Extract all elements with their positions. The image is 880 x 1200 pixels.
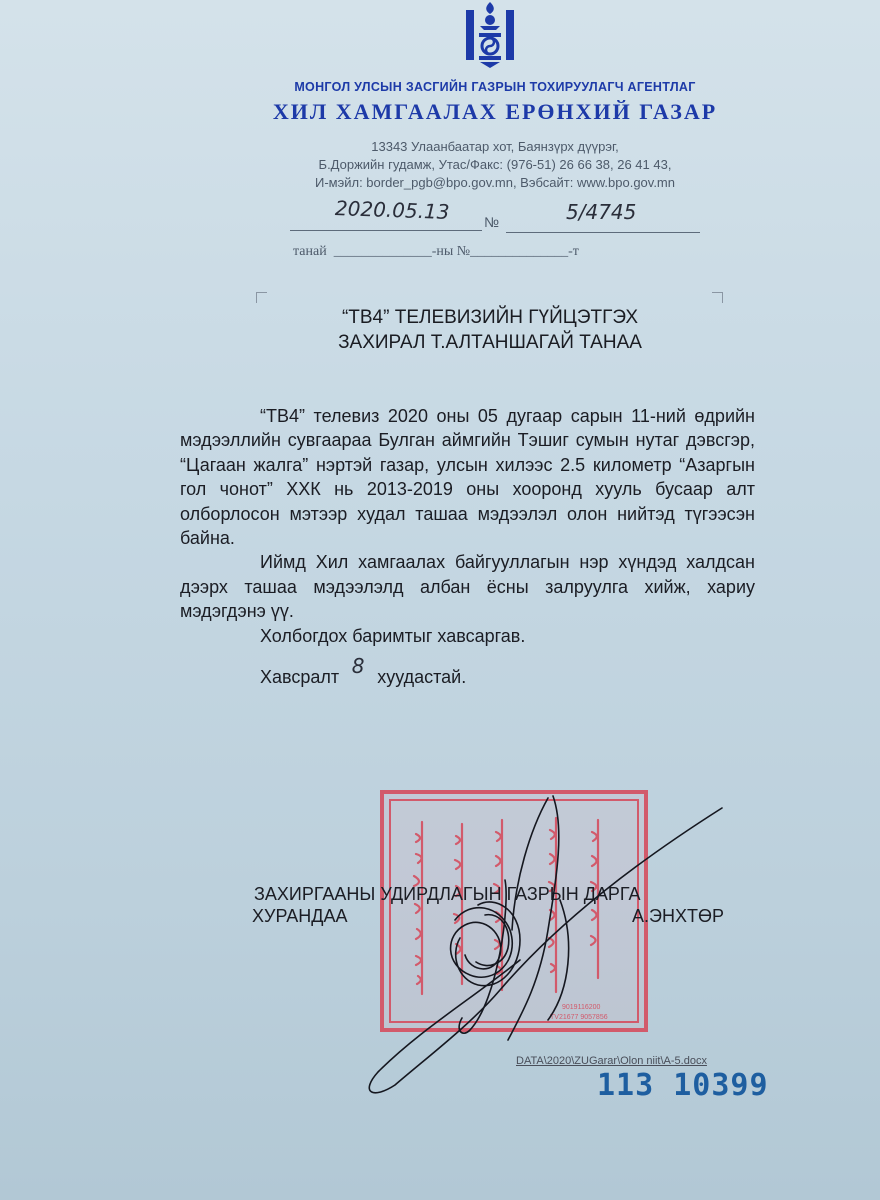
letter-body <box>180 404 755 690</box>
addressee-block <box>0 305 880 355</box>
address-corner-mark <box>256 292 267 303</box>
date-underline <box>290 230 482 231</box>
address-corner-mark <box>712 292 723 303</box>
contact-line: Б.Доржийн гудамж, Утас/Факс: (976-51) 26 66 38, 26 41 43, <box>318 157 672 172</box>
state-emblem-icon <box>466 0 514 70</box>
signatory-name: А.ЭНХТӨР <box>632 906 724 926</box>
mongolian-script-seal-text <box>384 794 644 1028</box>
ny-no-label: -ны № <box>431 244 471 259</box>
addressee-line: ЗАХИРАЛ Т.АЛТАНШАГАЙ ТАНАА <box>338 332 642 353</box>
addressee-line: “ТВ4” ТЕЛЕВИЗИЙН ГҮЙЦЭТГЭХ <box>341 307 639 328</box>
attachment-line <box>180 654 755 690</box>
letterhead-address <box>0 138 880 192</box>
attachment-prefix: Хавсралт <box>260 667 340 688</box>
attachment-suffix: хуудастай. <box>377 667 467 688</box>
department-name: ХИЛ ХАМГААЛАХ ЕРӨНХИЙ ГАЗАР <box>272 99 718 124</box>
body-paragraph: Иймд Хил хамгаалах байгууллагын нэр хүндэд халдсан дээрх ташаа мэдээлэлд албан ёсны залруулга хийж, хариу мэдэгдэнэ үү. <box>180 552 755 622</box>
t-label: -т <box>568 244 579 259</box>
number-label: № <box>484 214 500 230</box>
official-stamp <box>380 790 648 1032</box>
body-paragraph: “ТВ4” телевиз 2020 оны 05 дугаар сарын 11-ний өдрийн мэдээллийн сувгаараа Булган аймгийн Тэшиг сумын нутаг дэвсгэр, “Цагаан жалга” нэртэй газар, улсын хилээс 2.5 километр “Азаргын гол чонот” ХХК нь 2013-2019 оны хооронд хууль бусаар алт олборлосон мэтээр худал ташаа мэдээлэл олон нийтэд түгээсэн байна. <box>180 406 755 549</box>
email-website-line: И-мэйл: border_pgb@bpo.gov.mn, Вэбсайт: www.bpo.gov.mn <box>314 175 675 190</box>
your-reference-row: танай ______________-ны №______________-т <box>293 244 579 259</box>
stamp-number: TV21677 9057856 <box>550 1014 608 1021</box>
stamp-number: 9019116200 <box>562 1004 601 1011</box>
handwritten-letter-number: 5/4745 <box>566 200 637 224</box>
attachment-count: 8 <box>351 654 365 679</box>
file-path: DATA\2020\ZUGarar\Olon niit\A-5.docx <box>516 1055 707 1067</box>
registration-number: 113 10399 <box>597 1068 769 1103</box>
signatory-position: ЗАХИРГААНЫ УДИРДЛАГЫН ГАЗРЫН ДАРГА <box>254 884 641 904</box>
address-line: 13343 Улаанбаатар хот, Баянзүрх дүүрэг, <box>371 139 619 154</box>
number-underline <box>506 232 700 233</box>
handwritten-date: 2020.05.13 <box>334 196 450 224</box>
agency-name: МОНГОЛ УЛСЫН ЗАСГИЙН ГАЗРЫН ТОХИРУУЛАГЧ АГЕНТЛАГ <box>294 80 696 94</box>
enclosure-note: Холбогдох баримтыг хавсаргав. <box>260 625 526 646</box>
signatory-rank: ХУРАНДАА <box>252 906 348 926</box>
tanai-label: танай <box>293 244 327 259</box>
